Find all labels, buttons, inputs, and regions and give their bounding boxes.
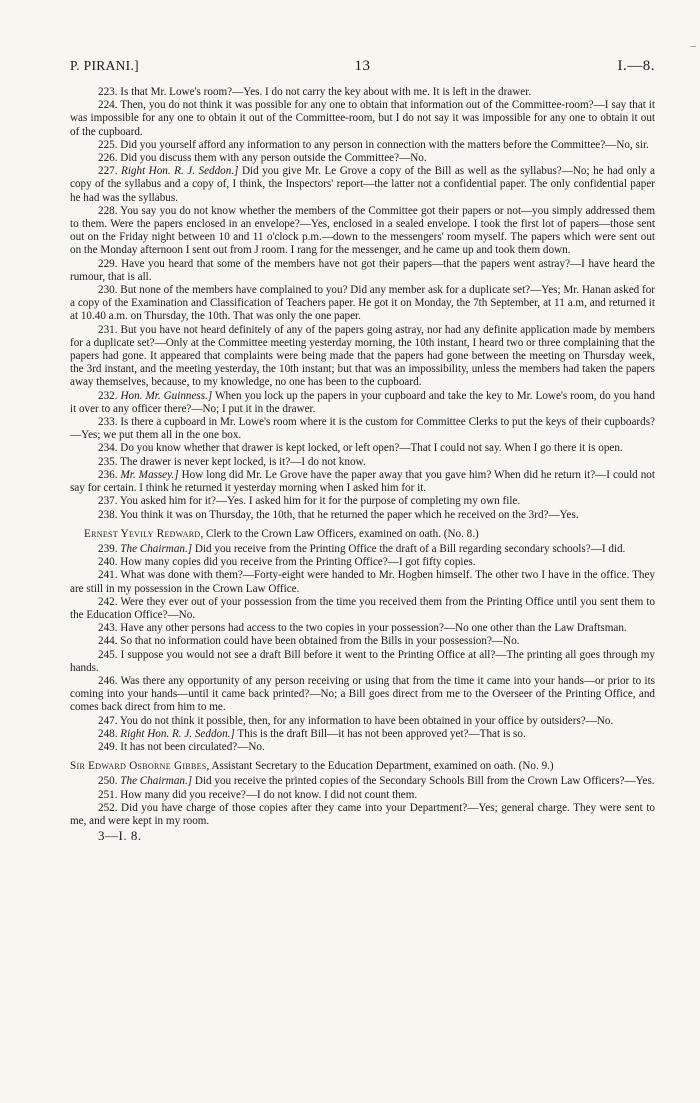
witness-name: Sir Edward Osborne Gibbes — [70, 760, 207, 773]
witness-name: Ernest Yevily Redward — [84, 527, 201, 540]
question-text: How long did Mr. Le Grove have the paper away that you gave him? When did he return it?—I could not say for certain. I think he returned it yesterday morning when I asked him for it. — [70, 468, 655, 495]
question-paragraph: 234. Do you know whether that drawer is kept locked, or left open?—That I could not say. When I go there it is open. — [98, 442, 623, 455]
question-paragraph: 235. The drawer is never kept locked, is it?—I do not know. — [98, 455, 366, 468]
question-paragraph: 228. You say you do not know whether the members of the Committee got their papers or not—you simply addressed them to them. Were the papers enclosed in an envelope?—Yes, enclosed in a sealed envelope. I took the first lot of papers—those sent out on the Friday night between 10 and 11 o'clock p.m.—down to the messengers' room myself. The papers which were sent out on the Monday afternoon I sent out from J room. I rang for the messenger, and he came up and took them down. — [70, 204, 655, 257]
question-paragraph — [70, 728, 655, 741]
question-paragraph: 231. But you have not heard definitely of any of the papers going astray, nor had any definite application made by members for a duplicate set?—Only at the Committee meeting yesterday morning, the 10th instant, I heard two or three complaining that the papers had gone. It appeared that complaints were being made that the papers had gone between the meeting on Thursday week, the 3rd instant, and the meeting yesterday, the 10th instant; but that was an impossibility, unless the members had taken the papers away themselves, because, to my knowledge, no one has been to the cupboard. — [70, 323, 655, 389]
question-paragraph: 246. Was there any opportunity of any person receiving or using that from the time it came into your hands—or prior to its coming into your hands—until it came back printed?—No; a Bill goes direct from me to the Overseer of the Printing Office, and comes back direct from him to me. — [70, 674, 655, 714]
question-number: 232. — [98, 389, 118, 402]
witness-heading — [70, 760, 655, 773]
evidence-body — [70, 86, 655, 828]
question-text: Did you give Mr. Le Grove a copy of the Bill as well as the syllabus?—No; he had only a copy of the syllabus and a copy of, I think, the Inspectors' report—the latter not a confidential paper. The only confidential paper he had was the syllabus. — [70, 165, 655, 204]
question-paragraph: 247. You do not think it possible, then, for any information to have been obtained in your office by outsiders?—No. — [98, 714, 614, 727]
question-paragraph — [70, 469, 655, 495]
document-reference: I.—8. — [617, 58, 655, 74]
question-paragraph: 230. But none of the members have complained to you? Did any member ask for a duplicate set?—Yes; Mr. Hanan asked for a copy of the Examination and Classification of Teachers paper. He got it on Monday, the 7th September, at 11 a.m, and returned it at 10.40 a.m. on Thursday, the 10th. That was only the one paper. — [70, 284, 655, 323]
question-paragraph: 252. Did you have charge of those copies after they came into your Department?—Yes; general charge. They were sent to me, and were kept in my room. — [70, 801, 655, 827]
question-paragraph: 233. Is there a cupboard in Mr. Lowe's room where it is the custom for Committee Clerks to put the keys of their cupboards?—Yes; we put them all in the one box. — [70, 416, 655, 442]
question-paragraph: 223. Is that Mr. Lowe's room?—Yes. I do not carry the key about with me. It is left in the drawer. — [98, 86, 532, 98]
witness-heading — [70, 528, 655, 541]
question-number: 248. — [98, 727, 118, 740]
question-paragraph — [70, 165, 655, 205]
question-paragraph: 237. You asked him for it?—Yes. I asked him for it for the purpose of completing my own file. — [98, 495, 521, 508]
speaker-label: Right Hon. R. J. Seddon.] — [121, 165, 239, 178]
question-number: 236. — [98, 468, 118, 481]
question-paragraph: 238. You think it was on Thursday, the 10th, that he returned the paper which he received on the 3rd?—Yes. — [98, 508, 579, 521]
question-text: When you lock up the papers in your cupboard and take the key to Mr. Lowe's room, do you hand it over to any officer there?—No; I put it in the drawer. — [70, 389, 656, 415]
question-text: This is the draft Bill—it has not been approved yet?—That is so. — [237, 727, 526, 740]
document-page — [70, 58, 655, 844]
question-paragraph: 225. Did you yourself afford any information to any person in connection with the matters before the Committee?—No, sir. — [98, 138, 649, 151]
question-paragraph — [70, 775, 655, 788]
running-header — [70, 58, 655, 78]
question-number: 227. — [98, 165, 118, 178]
signature-mark: 3—I. 8. — [98, 828, 142, 844]
question-paragraph: 245. I suppose you would not see a draft Bill before it went to the Printing Office at all?—The printing all goes through my hands. — [70, 648, 655, 674]
question-paragraph: 226. Did you discuss them with any person outside the Committee?—No. — [98, 152, 427, 165]
question-paragraph: 243. Have any other persons had access to the two copies in your possession?—No one other than the Law Draftsman. — [98, 622, 627, 635]
question-paragraph — [70, 543, 655, 556]
question-paragraph: 242. Were they ever out of your possession from the time you received them from the Printing Office until you sent them to the Education Office?—No. — [70, 595, 655, 621]
question-paragraph: 229. Have you heard that some of the members have not got their papers—that the papers went astray?—I have heard the rumour, that is all. — [70, 257, 655, 283]
question-paragraph: 249. It has not been circulated?—No. — [98, 740, 265, 753]
speaker-label: Hon. Mr. Guinness.] — [120, 389, 213, 402]
question-number: 250. — [98, 775, 118, 788]
margin-mark: – — [690, 40, 696, 52]
page-number: 13 — [354, 58, 371, 74]
question-text: Did you receive the printed copies of the Secondary Schools Bill from the Crown Law Officers?—Yes. — [194, 775, 655, 788]
witness-description: , Assistant Secretary to the Education Department, examined on oath. (No. 9.) — [206, 760, 554, 773]
speaker-label: Mr. Massey.] — [120, 468, 179, 481]
question-paragraph: 251. How many did you receive?—I do not know. I did not count them. — [98, 788, 418, 801]
question-paragraph — [70, 390, 655, 416]
question-paragraph: 240. How many copies did you receive from the Printing Office?—I got fifty copies. — [98, 556, 476, 569]
speaker-label: The Chairman.] — [120, 542, 193, 555]
question-number: 239. — [98, 542, 118, 555]
question-paragraph: 244. So that no information could have been obtained from the Bills in your possession?—No. — [98, 635, 520, 648]
witness-description: , Clerk to the Crown Law Officers, examined on oath. (No. 8.) — [200, 527, 479, 540]
question-paragraph: 224. Then, you do not think it was possible for any one to obtain that information out of the Committee-room?—I say that it was impossible for any one to obtain it out of the Committee-room, but I do not say it was impossible for any one to obtain it out of the cupboard. — [70, 99, 655, 138]
speaker-label: The Chairman.] — [120, 775, 193, 788]
question-text: Did you receive from the Printing Office the draft of a Bill regarding secondary schools?—I did. — [194, 542, 626, 555]
header-witness: P. PIRANI.] — [70, 58, 139, 73]
question-paragraph: 241. What was done with them?—Forty-eight were handed to Mr. Hogben himself. The other two I have in the office. They are still in my possession in the Crown Law Office. — [70, 569, 655, 595]
speaker-label: Right Hon. R. J. Seddon.] — [120, 727, 235, 740]
